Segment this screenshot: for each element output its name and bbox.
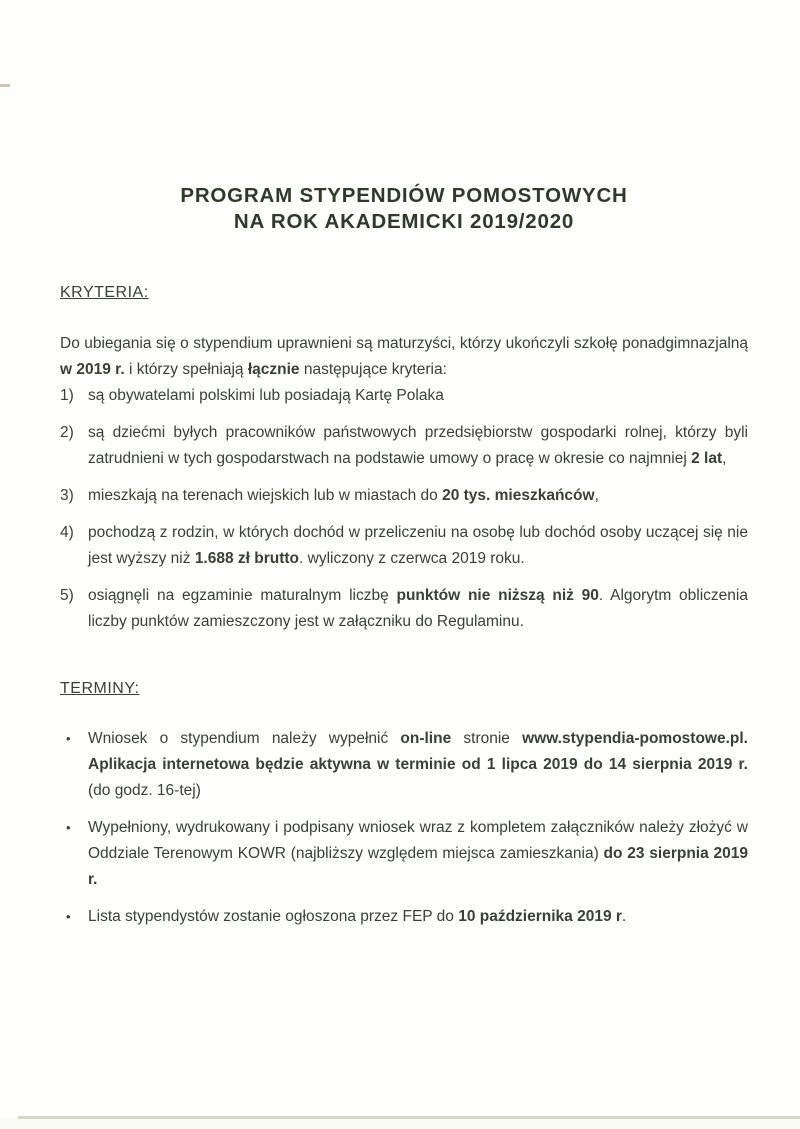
scan-artifact-mark xyxy=(0,84,10,87)
bullet-icon: • xyxy=(66,820,71,835)
section-heading-terminy: TERMINY: xyxy=(60,680,140,697)
terminy-bullet-list xyxy=(60,726,748,930)
kryteria-item-4 xyxy=(60,520,748,572)
document-title xyxy=(60,183,748,235)
section-heading-kryteria: KRYTERIA: xyxy=(60,284,149,301)
kryteria-item-1 xyxy=(60,383,748,409)
kryteria-item-5 xyxy=(60,583,748,635)
document-title-line-2: NA ROK AKADEMICKI 2019/2020 xyxy=(233,210,575,233)
terminy-item-3 xyxy=(60,904,748,930)
kryteria-intro-paragraph: Do ubiegania się o stypendium uprawnieni są maturzyści, którzy ukończyli szkołę ponadgimnazjalną w 2019 r. i którzy spełniają łącznie następujące kryteria: xyxy=(60,335,748,378)
scan-edge-shadow xyxy=(0,1119,800,1129)
kryteria-item-2 xyxy=(60,420,748,472)
terminy-item-3-text: Lista stypendystów zostanie ogłoszona przez FEP do 10 października 2019 r. xyxy=(88,908,627,925)
kryteria-item-4-text: pochodzą z rodzin, w których dochód w przeliczeniu na osobę lub dochód osoby uczącej się nie jest wyższy niż 1.688 zł brutto. wyliczony z czerwca 2019 roku. xyxy=(88,524,748,567)
kryteria-item-4-number: 4) xyxy=(60,524,74,541)
kryteria-item-3-number: 3) xyxy=(60,487,74,504)
kryteria-numbered-list xyxy=(60,383,748,635)
kryteria-item-2-text: są dziećmi byłych pracowników państwowych przedsiębiorstw gospodarki rolnej, którzy byli zatrudnieni w tych gospodarstwach na podstawie umowy o pracę w okresie co najmniej 2 lat, xyxy=(88,424,748,467)
bullet-icon: • xyxy=(66,731,71,746)
kryteria-item-1-number: 1) xyxy=(60,387,74,404)
kryteria-item-5-text: osiągnęli na egzaminie maturalnym liczbę punktów nie niższą niż 90. Algorytm obliczenia liczby punktów zamieszczony jest w załączniku do Regulaminu. xyxy=(88,587,748,630)
bullet-icon: • xyxy=(66,909,71,924)
kryteria-item-2-number: 2) xyxy=(60,424,74,441)
kryteria-item-3 xyxy=(60,483,748,509)
terminy-item-1-text: Wniosek o stypendium należy wypełnić on-line stronie www.stypendia-pomostowe.pl. Aplikacja internetowa będzie aktywna w terminie od 1 lipca 2019 do 14 sierpnia 2019 r. (do godz. 16-tej) xyxy=(88,730,748,799)
kryteria-item-5-number: 5) xyxy=(60,587,74,604)
terminy-item-1 xyxy=(60,726,748,804)
document-title-line-1: PROGRAM STYPENDIÓW POMOSTOWYCH xyxy=(180,184,628,207)
kryteria-item-1-text: są obywatelami polskimi lub posiadają Kartę Polaka xyxy=(88,387,444,404)
kryteria-item-3-text: mieszkają na terenach wiejskich lub w miastach do 20 tys. mieszkańców, xyxy=(88,487,599,504)
terminy-item-2 xyxy=(60,815,748,893)
terminy-item-2-text: Wypełniony, wydrukowany i podpisany wniosek wraz z kompletem załączników należy złożyć w Oddziale Terenowym KOWR (najbliższy względem miejsca zamieszkania) do 23 sierpnia 2019 r. xyxy=(88,819,748,888)
